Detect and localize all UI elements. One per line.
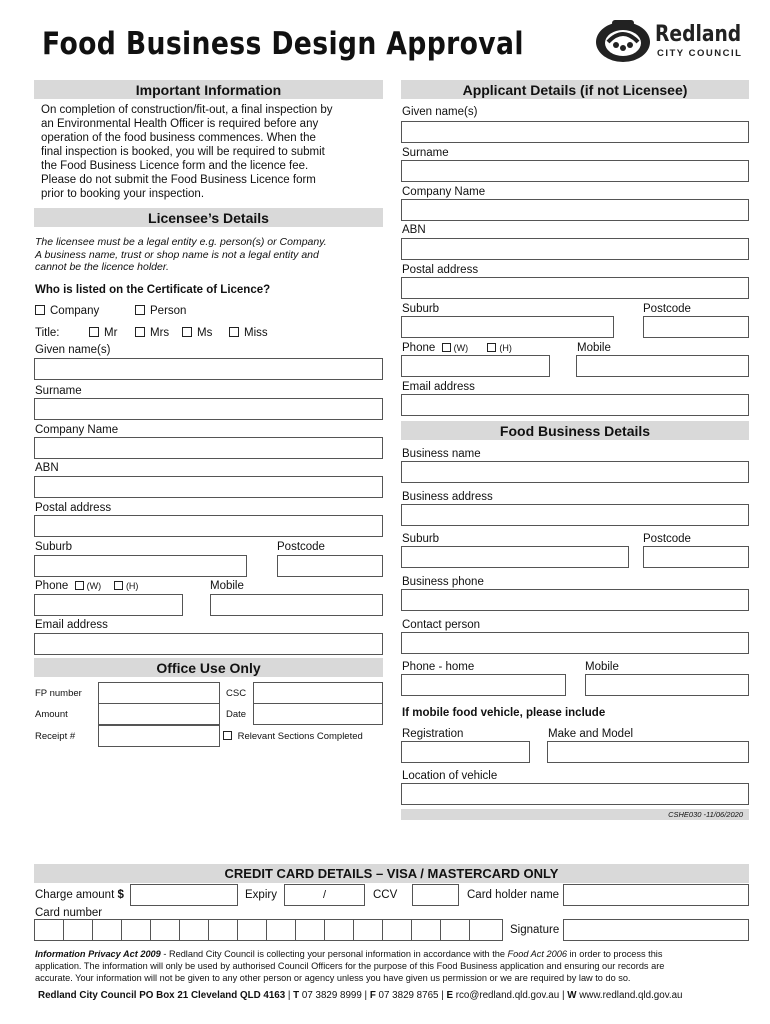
important-info-heading: Important Information bbox=[34, 80, 383, 99]
charge-amount-input[interactable] bbox=[130, 884, 238, 906]
title-ms[interactable]: Ms bbox=[182, 327, 212, 339]
logo-name: Redland bbox=[655, 22, 742, 47]
business-address-label: Business address bbox=[402, 491, 493, 503]
date-input[interactable] bbox=[253, 703, 383, 725]
applicant-abn-input[interactable] bbox=[401, 238, 749, 260]
expiry-input[interactable]: / bbox=[284, 884, 365, 906]
relevant-sections-option[interactable]: Relevant Sections Completed bbox=[223, 731, 363, 742]
mobile-vehicle-note: If mobile food vehicle, please include bbox=[402, 707, 606, 719]
csc-input[interactable] bbox=[253, 682, 383, 704]
credit-card-heading: CREDIT CARD DETAILS – VISA / MASTERCARD ONLY bbox=[34, 864, 749, 883]
contact-person-input[interactable] bbox=[401, 632, 749, 654]
receipt-label: Receipt # bbox=[35, 731, 76, 742]
expiry-label: Expiry bbox=[245, 889, 277, 901]
company-option[interactable]: Company bbox=[35, 305, 99, 317]
licensee-mobile-label: Mobile bbox=[210, 580, 244, 592]
important-info-text: On completion of construction/fit-out, a final inspection by an Environmental Health Officer is required before any operation of the food business commences. When the final inspection is booked, you will be required to submit the Food Business Licence form and the licence fee. Please do not submit the Food Business Licence form prior to booking your inspection. bbox=[41, 104, 333, 200]
licensee-email-input[interactable] bbox=[34, 633, 383, 655]
business-phone-input[interactable] bbox=[401, 589, 749, 611]
licensee-mobile-input[interactable] bbox=[210, 594, 383, 616]
applicant-abn-label: ABN bbox=[402, 224, 426, 236]
contact-person-label: Contact person bbox=[402, 619, 480, 631]
vehicle-location-label: Location of vehicle bbox=[402, 770, 498, 782]
licensee-heading: Licensee’s Details bbox=[34, 208, 383, 227]
applicant-mobile-input[interactable] bbox=[576, 355, 749, 377]
business-postcode-label: Postcode bbox=[643, 533, 691, 545]
applicant-company-label: Company Name bbox=[402, 186, 486, 198]
title-miss[interactable]: Miss bbox=[229, 327, 268, 339]
licensee-postcode-input[interactable] bbox=[277, 555, 383, 577]
make-model-input[interactable] bbox=[547, 741, 749, 763]
licensee-abn-label: ABN bbox=[35, 462, 59, 474]
privacy-statement: Information Privacy Act 2009 - Redland City Council is collecting your personal information in accordance with the Food Act 2006 in order to process this application. The information will only be used by authorised Council Officers for the purpose of this Food Business application and ensuring our records are accurate. Your information will not be given to any other person or agency unless you have given us permission or we are required by law to do so. bbox=[35, 949, 665, 983]
registration-label: Registration bbox=[402, 728, 464, 740]
licensee-email-label: Email address bbox=[35, 619, 108, 631]
title-mr[interactable]: Mr bbox=[89, 327, 117, 339]
applicant-postcode-label: Postcode bbox=[643, 303, 691, 315]
fp-label: FP number bbox=[35, 688, 82, 699]
applicant-given-label: Given name(s) bbox=[402, 106, 478, 118]
page-title: Food Business Design Approval bbox=[42, 26, 524, 62]
business-name-label: Business name bbox=[402, 448, 481, 460]
applicant-email-input[interactable] bbox=[401, 394, 749, 416]
person-checkbox[interactable] bbox=[135, 305, 145, 315]
ccv-input[interactable] bbox=[412, 884, 459, 906]
ccv-label: CCV bbox=[373, 889, 398, 901]
business-address-input[interactable] bbox=[401, 504, 749, 526]
phone-home-label: Phone - home bbox=[402, 661, 475, 673]
card-holder-label: Card holder name bbox=[467, 889, 560, 901]
amount-input[interactable] bbox=[98, 703, 220, 725]
charge-amount-label: Charge amount $ bbox=[35, 889, 124, 901]
licence-question: Who is listed on the Certificate of Licence? bbox=[35, 284, 271, 296]
receipt-input[interactable] bbox=[98, 725, 220, 747]
applicant-heading: Applicant Details (if not Licensee) bbox=[401, 80, 749, 99]
applicant-given-input[interactable] bbox=[401, 121, 749, 143]
applicant-suburb-input[interactable] bbox=[401, 316, 614, 338]
licensee-postal-input[interactable] bbox=[34, 515, 383, 537]
contact-footer: Redland City Council PO Box 21 Cleveland QLD 4163 | T 07 3829 8999 | F 07 3829 8765 | E rco@redland.qld.gov.au | W www.redland.qld.gov.au bbox=[38, 990, 683, 1001]
licensee-company-label: Company Name bbox=[35, 424, 119, 436]
applicant-email-label: Email address bbox=[402, 381, 475, 393]
licensee-note: The licensee must be a legal entity e.g. person(s) or Company. A business name, trust or shop name is not a legal entity and cannot be the licence holder. bbox=[35, 236, 327, 273]
applicant-postal-label: Postal address bbox=[402, 264, 479, 276]
applicant-company-input[interactable] bbox=[401, 199, 749, 221]
form-code: CSHE030 -11/06/2020 bbox=[401, 809, 749, 820]
date-label: Date bbox=[226, 709, 247, 720]
applicant-surname-input[interactable] bbox=[401, 160, 749, 182]
applicant-phone-input[interactable] bbox=[401, 355, 550, 377]
card-number-label: Card number bbox=[35, 907, 103, 919]
business-phone-label: Business phone bbox=[402, 576, 484, 588]
card-holder-input[interactable] bbox=[563, 884, 749, 906]
licensee-given-input[interactable] bbox=[34, 358, 383, 380]
licensee-suburb-label: Suburb bbox=[35, 541, 73, 553]
title-label: Title: bbox=[35, 327, 60, 339]
amount-label: Amount bbox=[35, 709, 68, 720]
business-suburb-input[interactable] bbox=[401, 546, 629, 568]
licensee-surname-label: Surname bbox=[35, 385, 82, 397]
fp-input[interactable] bbox=[98, 682, 220, 704]
licensee-postal-label: Postal address bbox=[35, 502, 112, 514]
applicant-postal-input[interactable] bbox=[401, 277, 749, 299]
applicant-suburb-label: Suburb bbox=[402, 303, 440, 315]
licensee-given-label: Given name(s) bbox=[35, 344, 111, 356]
food-business-heading: Food Business Details bbox=[401, 421, 749, 440]
business-suburb-label: Suburb bbox=[402, 533, 440, 545]
business-postcode-input[interactable] bbox=[643, 546, 749, 568]
council-logo-icon bbox=[594, 18, 652, 64]
logo-subtitle: CITY COUNCIL bbox=[657, 48, 743, 59]
applicant-postcode-input[interactable] bbox=[643, 316, 749, 338]
licensee-surname-input[interactable] bbox=[34, 398, 383, 420]
make-model-label: Make and Model bbox=[548, 728, 634, 740]
office-use-heading: Office Use Only bbox=[34, 658, 383, 677]
business-mobile-label: Mobile bbox=[585, 661, 619, 673]
phone-home-input[interactable] bbox=[401, 674, 566, 696]
signature-input[interactable] bbox=[563, 919, 749, 941]
licensee-company-input[interactable] bbox=[34, 437, 383, 459]
registration-input[interactable] bbox=[401, 741, 530, 763]
applicant-mobile-label: Mobile bbox=[577, 342, 611, 354]
card-number-input[interactable] bbox=[34, 919, 503, 941]
business-name-input[interactable] bbox=[401, 461, 749, 483]
person-option[interactable]: Person bbox=[135, 305, 186, 317]
licensee-phone-input[interactable] bbox=[34, 594, 183, 616]
title-mrs[interactable]: Mrs bbox=[135, 327, 169, 339]
applicant-surname-label: Surname bbox=[402, 147, 449, 159]
licensee-phone-label: Phone (W) (H) bbox=[35, 580, 139, 592]
licensee-suburb-input[interactable] bbox=[34, 555, 247, 577]
vehicle-location-input[interactable] bbox=[401, 783, 749, 805]
csc-label: CSC bbox=[226, 688, 247, 699]
licensee-abn-input[interactable] bbox=[34, 476, 383, 498]
business-mobile-input[interactable] bbox=[585, 674, 749, 696]
applicant-phone-label: Phone (W) (H) bbox=[402, 342, 512, 354]
company-checkbox[interactable] bbox=[35, 305, 45, 315]
signature-label: Signature bbox=[510, 924, 560, 936]
licensee-postcode-label: Postcode bbox=[277, 541, 325, 553]
